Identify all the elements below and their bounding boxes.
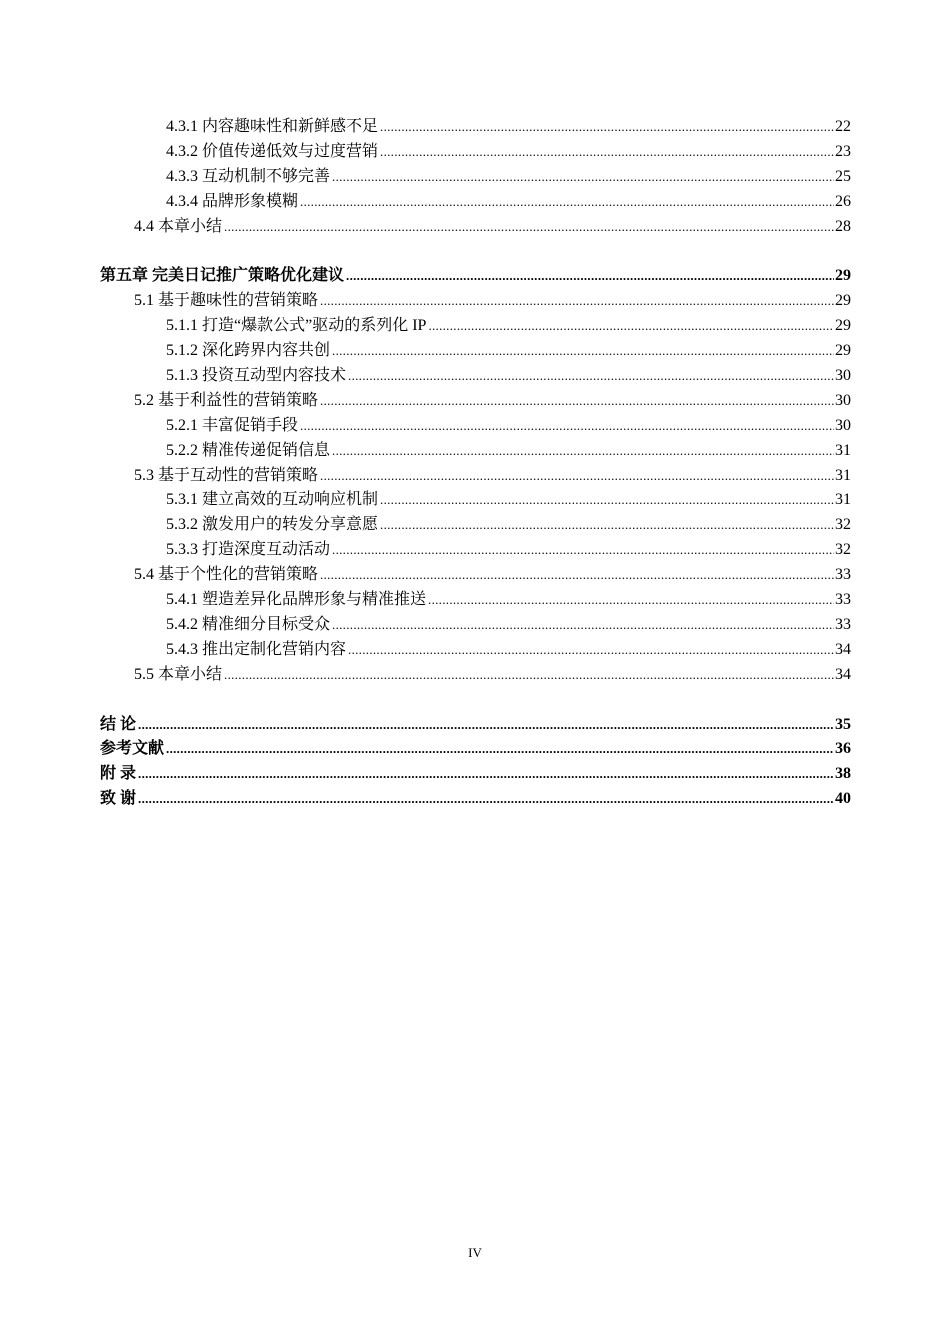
toc-entry-page-number: 22 (835, 118, 851, 135)
dot-leader (380, 488, 834, 513)
toc-entry-page-number: 31 (835, 441, 851, 459)
toc-entry-page-number: 26 (835, 192, 851, 210)
toc-entry-title: 5.1.2 深化跨界内容共创 (166, 342, 331, 360)
toc-entry-page-number: 38 (835, 765, 851, 783)
dot-leader (332, 339, 834, 364)
dot-leader (300, 414, 834, 439)
dot-leader (320, 289, 834, 314)
toc-entry-title: 4.3.2 价值传递低效与过度营销 (166, 142, 379, 160)
toc-entry-page-number: 30 (835, 416, 851, 434)
toc-entry-title: 致 谢 (100, 790, 137, 808)
toc-entry-subsection[interactable] (100, 638, 851, 663)
toc-entry-subsection[interactable] (100, 414, 851, 439)
toc-entry-title: 5.4.3 推出定制化营销内容 (166, 640, 347, 658)
toc-entry-page-number: 29 (835, 317, 851, 335)
toc-entry-title: 5.3.2 激发用户的转发分享意愿 (166, 516, 379, 534)
toc-entry-page-number: 32 (835, 541, 851, 559)
section-gap (100, 239, 851, 264)
toc-entry-section[interactable] (100, 663, 851, 688)
toc-entry-subsection[interactable] (100, 165, 851, 190)
toc-entry-title: 5.3.1 建立高效的互动响应机制 (166, 491, 379, 509)
toc-entry-title: 5.3 基于互动性的营销策略 (134, 466, 319, 484)
toc-entry-page-number: 29 (835, 267, 851, 285)
toc-entry-page-number: 34 (835, 640, 851, 658)
toc-entry-title: 结 论 (100, 715, 137, 733)
dot-leader (138, 762, 834, 787)
toc-entry-page-number: 31 (835, 466, 851, 484)
dot-leader (380, 140, 834, 165)
toc-entry-subsection[interactable] (100, 190, 851, 215)
toc-entry-title: 4.3.3 互动机制不够完善 (166, 167, 331, 185)
toc-entry-subsection[interactable] (100, 613, 851, 638)
toc-entry-subsection[interactable] (100, 488, 851, 513)
dot-leader (320, 389, 834, 414)
dot-leader (300, 190, 834, 215)
toc-entry-title: 5.4.2 精准细分目标受众 (166, 615, 331, 633)
toc-section-chapter-5 (100, 264, 851, 687)
toc-entry-title: 5.4.1 塑造差异化品牌形象与精准推送 (166, 591, 427, 609)
toc-entry-page-number: 34 (835, 665, 851, 683)
toc-entry-page-number: 29 (835, 292, 851, 310)
toc-entry-page-number: 33 (835, 615, 851, 633)
toc-entry-title: 第五章 完美日记推广策略优化建议 (100, 267, 345, 285)
toc-entry-page-number: 25 (835, 167, 851, 185)
toc-entry-page-number: 33 (835, 566, 851, 584)
toc-entry-section[interactable] (100, 215, 851, 240)
toc-entry-title: 5.4 基于个性化的营销策略 (134, 566, 319, 584)
section-gap (100, 688, 851, 713)
dot-leader (332, 538, 834, 563)
toc-entry-page-number: 30 (835, 367, 851, 385)
toc-entry-page-number: 40 (835, 790, 851, 808)
toc-entry-page-number: 29 (835, 342, 851, 360)
toc-entry-page-number: 35 (835, 715, 851, 733)
toc-entry-section[interactable] (100, 464, 851, 489)
dot-leader (138, 787, 834, 812)
dot-leader (320, 464, 834, 489)
toc-entry-page-number: 28 (835, 217, 851, 235)
dot-leader (348, 364, 834, 389)
toc-entry-title: 5.2 基于利益性的营销策略 (134, 391, 319, 409)
toc-entry-chapter[interactable] (100, 762, 851, 787)
toc-entry-section[interactable] (100, 389, 851, 414)
toc-section-back-matter (100, 713, 851, 813)
dot-leader (348, 638, 834, 663)
toc-entry-page-number: 36 (835, 740, 851, 758)
toc-entry-section[interactable] (100, 563, 851, 588)
dot-leader (346, 264, 834, 289)
dot-leader (428, 588, 834, 613)
toc-entry-page-number: 31 (835, 491, 851, 509)
toc-entry-title: 4.3.4 品牌形象模糊 (166, 192, 299, 210)
toc-entry-subsection[interactable] (100, 513, 851, 538)
dot-leader (428, 314, 834, 339)
toc-entry-subsection[interactable] (100, 115, 851, 140)
toc-entry-subsection[interactable] (100, 538, 851, 563)
toc-entry-subsection[interactable] (100, 588, 851, 613)
toc-entry-page-number: 33 (835, 591, 851, 609)
toc-entry-title: 参考文献 (100, 740, 165, 758)
dot-leader (224, 663, 834, 688)
dot-leader (380, 115, 834, 140)
toc-entry-subsection[interactable] (100, 364, 851, 389)
dot-leader (380, 513, 834, 538)
toc-entry-chapter[interactable] (100, 787, 851, 812)
dot-leader (224, 215, 834, 240)
toc-entry-page-number: 23 (835, 142, 851, 160)
toc-entry-chapter[interactable] (100, 737, 851, 762)
toc-entry-title: 5.1.3 投资互动型内容技术 (166, 367, 347, 385)
toc-entry-title: 4.3.1 内容趣味性和新鲜感不足 (166, 118, 379, 135)
toc-entry-title: 5.5 本章小结 (134, 665, 223, 683)
dot-leader (320, 563, 834, 588)
toc-entry-title: 附 录 (100, 765, 137, 783)
toc-entry-subsection[interactable] (100, 314, 851, 339)
dot-leader (138, 713, 834, 738)
dot-leader (332, 613, 834, 638)
toc-entry-title: 5.2.1 丰富促销手段 (166, 416, 299, 434)
dot-leader (332, 165, 834, 190)
toc-entry-subsection[interactable] (100, 140, 851, 165)
toc-entry-title: 5.2.2 精准传递促销信息 (166, 441, 331, 459)
toc-entry-subsection[interactable] (100, 339, 851, 364)
toc-entry-title: 5.1.1 打造“爆款公式”驱动的系列化 IP (166, 317, 427, 335)
toc-entry-chapter[interactable] (100, 713, 851, 738)
toc-entry-title: 4.4 本章小结 (134, 217, 223, 235)
toc-entry-page-number: 32 (835, 516, 851, 534)
page-number-footer: IV (468, 1245, 482, 1260)
table-of-contents (100, 115, 851, 812)
dot-leader (332, 439, 834, 464)
toc-entry-title: 5.1 基于趣味性的营销策略 (134, 292, 319, 310)
toc-entry-section[interactable] (100, 289, 851, 314)
toc-entry-subsection[interactable] (100, 439, 851, 464)
toc-entry-title: 5.3.3 打造深度互动活动 (166, 541, 331, 559)
toc-section-chapter-4-tail (100, 115, 851, 239)
toc-entry-page-number: 30 (835, 391, 851, 409)
toc-entry-chapter[interactable] (100, 264, 851, 289)
dot-leader (166, 737, 834, 762)
